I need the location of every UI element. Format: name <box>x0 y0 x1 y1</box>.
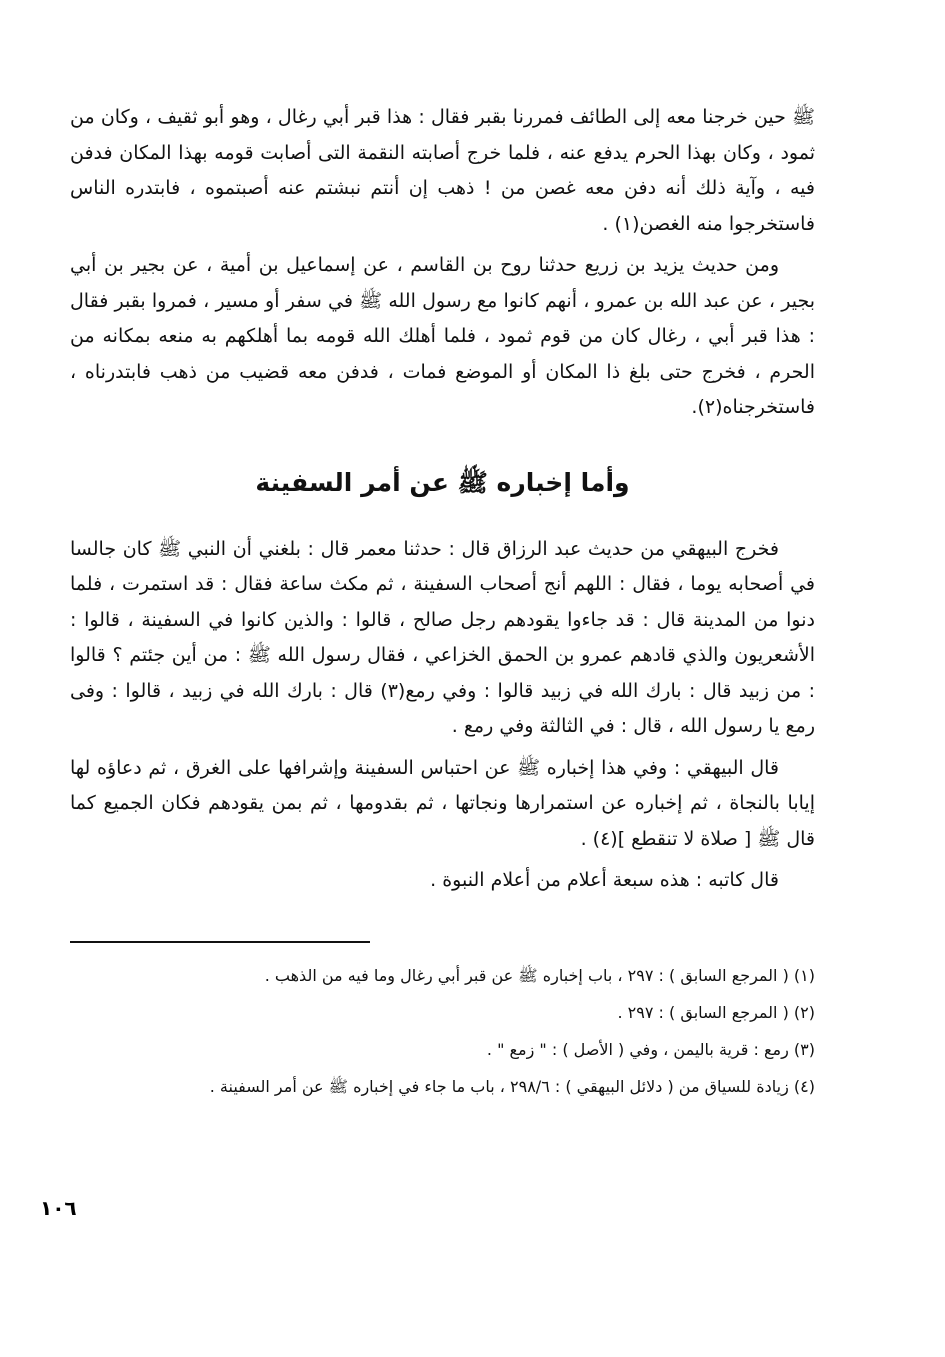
document-page <box>70 100 815 1113</box>
paragraph-yazid-hadith: ومن حديث يزيد بن زريع حدثنا روح بن القاسم ، عن إسماعيل بن أمية ، عن بجير بن أبي بجير ، عن عبد الله بن عمرو ، أنهم كانوا مع رسول الله ﷺ في سفر أو مسير ، فمروا بقبر فقال : هذا قبر أبي ، رغال كان من قوم ثمود ، فلما أهلك الله قومه بما أهلكهم به منعه بمكانه من الحرم ، فخرج حتى بلغ ذا المكان أو الموضع فمات ، فدفن معه قضيب من ذهب فابتدرناه ، فاستخرجناه(٢). <box>70 254 815 418</box>
page-number: ١٠٦ <box>40 1196 77 1220</box>
paragraph-abi-rughal: ﷺ حين خرجنا معه إلى الطائف فمررنا بقبر فقال : هذا قبر أبي رغال ، وهو أبو ثقيف ، وكان من ثمود ، وكان بهذا الحرم يدفع عنه ، فلما خرج أصابته النقمة التى أصابت قومه بهذا المكان فدفن فيه ، وآية ذلك أنه دفن معه غصن من ! ذهب إن أنتم نبشتم عنه أصبتموه ، فابتدره الناس فاستخرجوا منه الغصن(١) . <box>70 106 815 235</box>
footnote-separator <box>70 941 370 943</box>
footnotes <box>70 965 815 1098</box>
footnote-3: (٣) رمع : قرية باليمن ، وفي ( الأصل ) : " زمع " . <box>486 1039 815 1059</box>
section-heading: وأما إخباره ﷺ عن أمر السفينة <box>255 467 630 497</box>
footnote-4: (٤) زيادة للسياق من ( دلائل البيهقي ) : ٢٩٨/٦ ، باب ما جاء في إخباره ﷺ عن أمر السفينة . <box>209 1076 815 1096</box>
paragraph-bayhaqi-ship: فخرج البيهقي من حديث عبد الرزاق قال : حدثنا معمر قال : بلغني أن النبي ﷺ كان جالسا في أصحابه يوما ، فقال : اللهم أنج أصحاب السفينة ، ثم مكث ساعة فقال : قد استمرت ، فلما دنوا من المدينة قال : قد جاءوا يقودهم رجل صالح ، قالوا : والذين كانوا في السفينة ، قالوا : الأشعريون والذي قادهم عمرو بن الحمق الخزاعي ، فقال رسول الله ﷺ : من أين جئتم ؟ قالوا : من زبيد قال : بارك الله في زبيد قالوا : وفي رمع(٣) قال : بارك الله في زبيد ، قالوا : وفى رمع يا رسول الله ، قال : في الثالثة وفي رمع . <box>70 537 815 737</box>
paragraph-author-note: قال كاتبه : هذه سبعة أعلام من أعلام النبوة . <box>430 869 779 891</box>
footnote-2: (٢) ( المرجع السابق ) : ٢٩٧ . <box>617 1002 815 1022</box>
paragraph-bayhaqi-commentary: قال البيهقي : وفي هذا إخباره ﷺ عن احتباس السفينة وإشرافها على الغرق ، ثم دعاؤه لها إيابا بالنجاة ، ثم إخباره عن استمرارها ونجاتها ، ثم بقدومها ، ثم بمن يقودهم فكان الجميع كما قال ﷺ [ صلاة لا تنقطع ](٤) . <box>70 756 815 850</box>
footnote-1: (١) ( المرجع السابق ) : ٢٩٧ ، باب إخباره ﷺ عن قبر أبي رغال وما فيه من الذهب . <box>264 965 815 985</box>
